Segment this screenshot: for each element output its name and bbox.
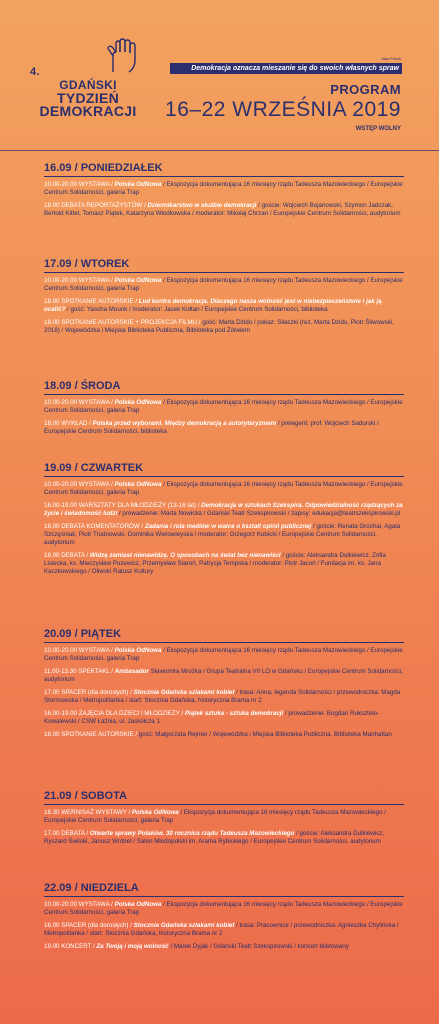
- event-type: ZAJĘCIA DLA DZIECI I MŁODZIEŻY /: [78, 710, 185, 717]
- event-title: Polska przed wyborami. Między demokracją a autorytaryzmem: [92, 420, 277, 427]
- event-type: SPOTKANIE AUTORSKIE + PROJEKCJA FILMU /: [61, 319, 203, 326]
- event-time: 10.00-20.00: [44, 181, 79, 188]
- event-time: 17.00: [44, 830, 62, 837]
- program-heading: PROGRAM: [330, 82, 401, 97]
- day-divider: [44, 176, 404, 177]
- event-title: Polska OdNowa: [131, 809, 179, 816]
- event-item: [44, 647, 404, 663]
- event-item: [44, 523, 404, 547]
- event-type: WYSTAWA /: [78, 901, 115, 908]
- event-item: [44, 399, 404, 415]
- event-type: SPACER (dla dorosłych) /: [61, 922, 134, 929]
- logo-line-1: GDAŃSKI: [59, 78, 117, 92]
- event-item: [44, 809, 404, 825]
- day-title: 21.09 / SOBOTA: [44, 790, 127, 802]
- event-detail: Sławomira Mrożka / Grupa Teatralna VII LO w Gdańsku / Europejskie Centrum Solidarności, audytorium: [44, 668, 403, 683]
- event-type: WYSTAWA /: [78, 647, 115, 654]
- event-detail: / trasa: Pracownice / przewodniczka: Agnieszka Chylińska / Metropolitanka / start: Stocznia Gdańska, historyczna Brama nr 2: [44, 922, 399, 937]
- event-item: [44, 668, 404, 684]
- event-time: 16.00-19.00: [44, 502, 79, 509]
- event-time: 17.00: [44, 689, 62, 696]
- event-item: [44, 552, 404, 576]
- day-title: 17.09 / WTOREK: [44, 258, 130, 270]
- event-detail: / goście: Aleksandra Dulkiewicz, Ryszard Świlski, Janusz Wróbel / Salon Młodopolski im. Arama Rybickiego / Europejskie Centrum Solidarności, audytorium: [44, 830, 385, 845]
- event-detail: / gość: Yascha Mounk / moderator: Jacek Kołtan / Europejskie Centrum Solidarności, biblioteka: [65, 306, 328, 313]
- event-type: WYSTAWA /: [78, 399, 115, 406]
- event-item: [44, 731, 404, 739]
- event-item: [44, 277, 404, 293]
- event-type: KONCERT /: [61, 943, 97, 950]
- event-title: Polska OdNowa: [114, 277, 162, 284]
- event-item: [44, 943, 404, 951]
- event-detail: / Ekspozycja dokumentująca 16 miesięcy rządu Tadeusza Mazowieckiego / Europejskie Centrum Solidarności, galeria Trap: [44, 277, 403, 292]
- header-divider: [0, 150, 439, 151]
- event-detail: / Ekspozycja dokumentująca 16 miesięcy rządu Tadeusza Mazowieckiego / Europejskie Centrum Solidarności, galeria Trap: [44, 647, 403, 662]
- event-time: 10.00-20.00: [44, 399, 79, 406]
- day-title: 22.09 / NIEDZIELA: [44, 882, 139, 894]
- event-detail: / Ekspozycja dokumentująca 16 miesięcy rządu Tadeusza Mazowieckiego / Europejskie Centrum Solidarności, galeria Trap: [44, 809, 386, 824]
- event-time: 10.00-20.00: [44, 277, 79, 284]
- event-type: WYSTAWA /: [78, 481, 115, 488]
- event-type: WYSTAWA /: [78, 277, 115, 284]
- event-detail: / Marek Dyjak / Gdański Teatr Szekspirowski / koncert biletowany: [168, 943, 349, 950]
- event-type: DEBATA KOMENTATORÓW /: [61, 523, 145, 530]
- event-item: [44, 830, 404, 846]
- event-time: 10.00-20.00: [44, 647, 79, 654]
- event-detail: / Ekspozycja dokumentująca 16 miesięcy rządu Tadeusza Mazowieckiego / Europejskie Centrum Solidarności, galeria Trap: [44, 901, 403, 916]
- event-item: [44, 901, 404, 917]
- event-title: Dziennikarstwo w służbie demokracji: [147, 202, 257, 209]
- quote-author: Max Frisch: [381, 56, 401, 61]
- event-title: Polska OdNowa: [114, 181, 162, 188]
- event-title: Polska OdNowa: [114, 481, 162, 488]
- logo-line-2: TYDZIEŃ: [57, 90, 119, 106]
- day-divider: [44, 476, 404, 477]
- event-time: 18.00: [44, 731, 62, 738]
- event-type: SPOTKANIE AUTORSKIE /: [61, 731, 139, 738]
- event-title: Polska OdNowa: [114, 647, 162, 654]
- event-detail: / prowadzenie: Marta Nowicka / Gdański Teatr Szekspirowski / zapisy: edukacja@teatrszekspirowski.pl: [117, 510, 401, 517]
- day-divider: [44, 804, 404, 805]
- event-item: [44, 502, 404, 518]
- day-section: [44, 258, 404, 340]
- day-title: 16.09 / PONIEDZIAŁEK: [44, 162, 163, 174]
- day-section: [44, 462, 404, 581]
- event-item: [44, 922, 404, 938]
- event-detail: / goście: Renata Grochal, Agata Szczęśniak, Piotr Trudnowski, Dominika Wielowieyska / moderator: Grzegorz Kubicki / Europejskie Centrum Solidarności, audytorium: [44, 523, 401, 546]
- event-title: Lud kontra demokracja. Dlaczego nasza wolność jest w niebezpieczeństwie i jak ją ocalić?: [44, 298, 382, 313]
- event-title: Piątek sztuka - sztuka demokracji: [184, 710, 284, 717]
- event-detail: / Ekspozycja dokumentująca 16 miesięcy rządu Tadeusza Mazowieckiego / Europejskie Centrum Solidarności, galeria Trap: [44, 481, 403, 496]
- event-time: 16.00: [44, 922, 62, 929]
- event-title: Za Twoją i moją wolność: [96, 943, 169, 950]
- event-item: [44, 689, 404, 705]
- day-section: [44, 628, 404, 744]
- event-title: Stocznia Gdańska szlakami kobiet: [133, 689, 235, 696]
- event-time: 18.00: [44, 202, 62, 209]
- event-time: 11.00-13.30: [44, 668, 79, 675]
- event-type: WYSTAWA /: [78, 181, 115, 188]
- festival-dates: 16–22 WRZEŚNIA 2019: [165, 98, 401, 121]
- event-time: 18.00: [44, 552, 62, 559]
- event-detail: gość: Małgorzata Rejmer / Wojewódzka i Miejska Biblioteka Publiczna, Biblioteka Manhattan: [138, 731, 392, 738]
- day-title: 20.09 / PIĄTEK: [44, 628, 122, 640]
- day-divider: [44, 272, 404, 273]
- event-item: [44, 202, 404, 218]
- day-title: 18.09 / ŚRODA: [44, 380, 121, 392]
- event-time: 18.00: [44, 523, 62, 530]
- day-section: [44, 790, 404, 851]
- event-detail: gość: Marta Dzido / pokaz: Siłaczki (reż. Marta Dzido, Piotr Śliwowski, 2018) / Wojewódzka i Miejska Biblioteka Publiczna, Biblioteka pod Żółwiem: [44, 319, 394, 334]
- logo-number: 4.: [30, 66, 40, 78]
- day-section: [44, 380, 404, 441]
- event-type: SPACER (dla dorosłych) /: [61, 689, 134, 696]
- logo-line-3: DEMOKRACJI: [39, 103, 137, 119]
- event-time: 18.00: [44, 298, 62, 305]
- event-title: Widzę zamiast nienawidzę. O sposobach na świat bez nienawiści: [89, 552, 281, 559]
- day-divider: [44, 896, 404, 897]
- festival-logo-text: [28, 66, 148, 118]
- event-time: 10.00-20.00: [44, 481, 79, 488]
- event-title: Ambasador: [114, 668, 149, 675]
- event-detail: / Ekspozycja dokumentująca 16 miesięcy rządu Tadeusza Mazowieckiego / Europejskie Centrum Solidarności, galeria Trap: [44, 399, 403, 414]
- event-title: Polska OdNowa: [114, 901, 162, 908]
- day-divider: [44, 394, 404, 395]
- free-entry-label: WSTĘP WOLNY: [355, 126, 401, 132]
- event-type: SPEKTAKL /: [78, 668, 115, 675]
- event-time: 18.00: [44, 319, 62, 326]
- event-type: DEBATA /: [61, 552, 90, 559]
- event-item: [44, 420, 404, 436]
- event-time: 18.00: [44, 420, 62, 427]
- event-time: 16.30: [44, 809, 62, 816]
- event-detail: / Ekspozycja dokumentująca 16 miesięcy rządu Tadeusza Mazowieckiego / Europejskie Centrum Solidarności, galeria Trap: [44, 181, 403, 196]
- event-detail: / goście: Aleksandra Dulkiewicz, Zofia Lisiecka, ks. Mieczysław Puzewicz, Przemysław Staroń, Patrycja Tempska / moderator: Piotr Jacoń / Fundacja im. ks. Jana Kaczkowskiego / Oliwski Ratusz Kultury: [44, 552, 386, 575]
- event-type: WYKŁAD /: [61, 420, 93, 427]
- event-type: SPOTKANIE AUTORSKIE /: [61, 298, 139, 305]
- header: [0, 0, 439, 150]
- event-detail: / prelegent: prof. Wojciech Sadurski / Europejskie Centrum Solidarności, biblioteka: [44, 420, 379, 435]
- event-detail: / trasa: Anna, legenda Solidarności / przewodniczka: Magda Stormowska / Metropolitanka / start: Stocznia Gdańska, historyczna Brama nr 2: [44, 689, 401, 704]
- day-divider: [44, 642, 404, 643]
- event-title: Polska OdNowa: [114, 399, 162, 406]
- event-title: Zadania i rola mediów w walce o kształt opinii publicznej: [144, 523, 312, 530]
- quote-banner: Demokracja oznacza mieszanie się do swoich własnych spraw: [170, 63, 402, 74]
- event-title: Demokracja w sztukach Szekspira. Odpowiedzialność rządzących za życie i świadomość ludzi: [44, 502, 403, 517]
- event-title: Otwarte sprawy Polaków. 30 rocznica rządu Tadeusza Mazowieckiego: [89, 830, 295, 837]
- event-type: DEBATA REPORTAŻYSTÓW /: [61, 202, 148, 209]
- event-item: [44, 319, 404, 335]
- event-detail: / goście: Wojciech Bojanowski, Szymon Jadczak, Bertold Kittel, Tomasz Piątek, Katarzyna Włodkowska / moderator: Mikołaj Chrzan / Europejskie Centrum Solidarności, audytorium: [44, 202, 401, 217]
- day-title: 19.09 / CZWARTEK: [44, 462, 144, 474]
- day-section: [44, 882, 404, 956]
- event-item: [44, 710, 404, 726]
- event-item: [44, 181, 404, 197]
- event-detail: / prowadzenie: Bogdan Rukszteło-Kowalewski / CSW Łaźnia, ul. Jaskółcza 1: [44, 710, 380, 725]
- event-item: [44, 298, 404, 314]
- event-type: WARSZTATY DLA MŁODZIEŻY (13-16 lat) /: [78, 502, 202, 509]
- event-type: DEBATA /: [61, 830, 90, 837]
- event-item: [44, 481, 404, 497]
- event-title: Stocznia Gdańska szlakami kobiet: [133, 922, 235, 929]
- event-time: 10.00-20.00: [44, 901, 79, 908]
- day-section: [44, 162, 404, 223]
- event-time: 19.00: [44, 943, 62, 950]
- event-time: 16.00-19.00: [44, 710, 79, 717]
- event-type: WERNISAŻ WYSTAWY /: [61, 809, 132, 816]
